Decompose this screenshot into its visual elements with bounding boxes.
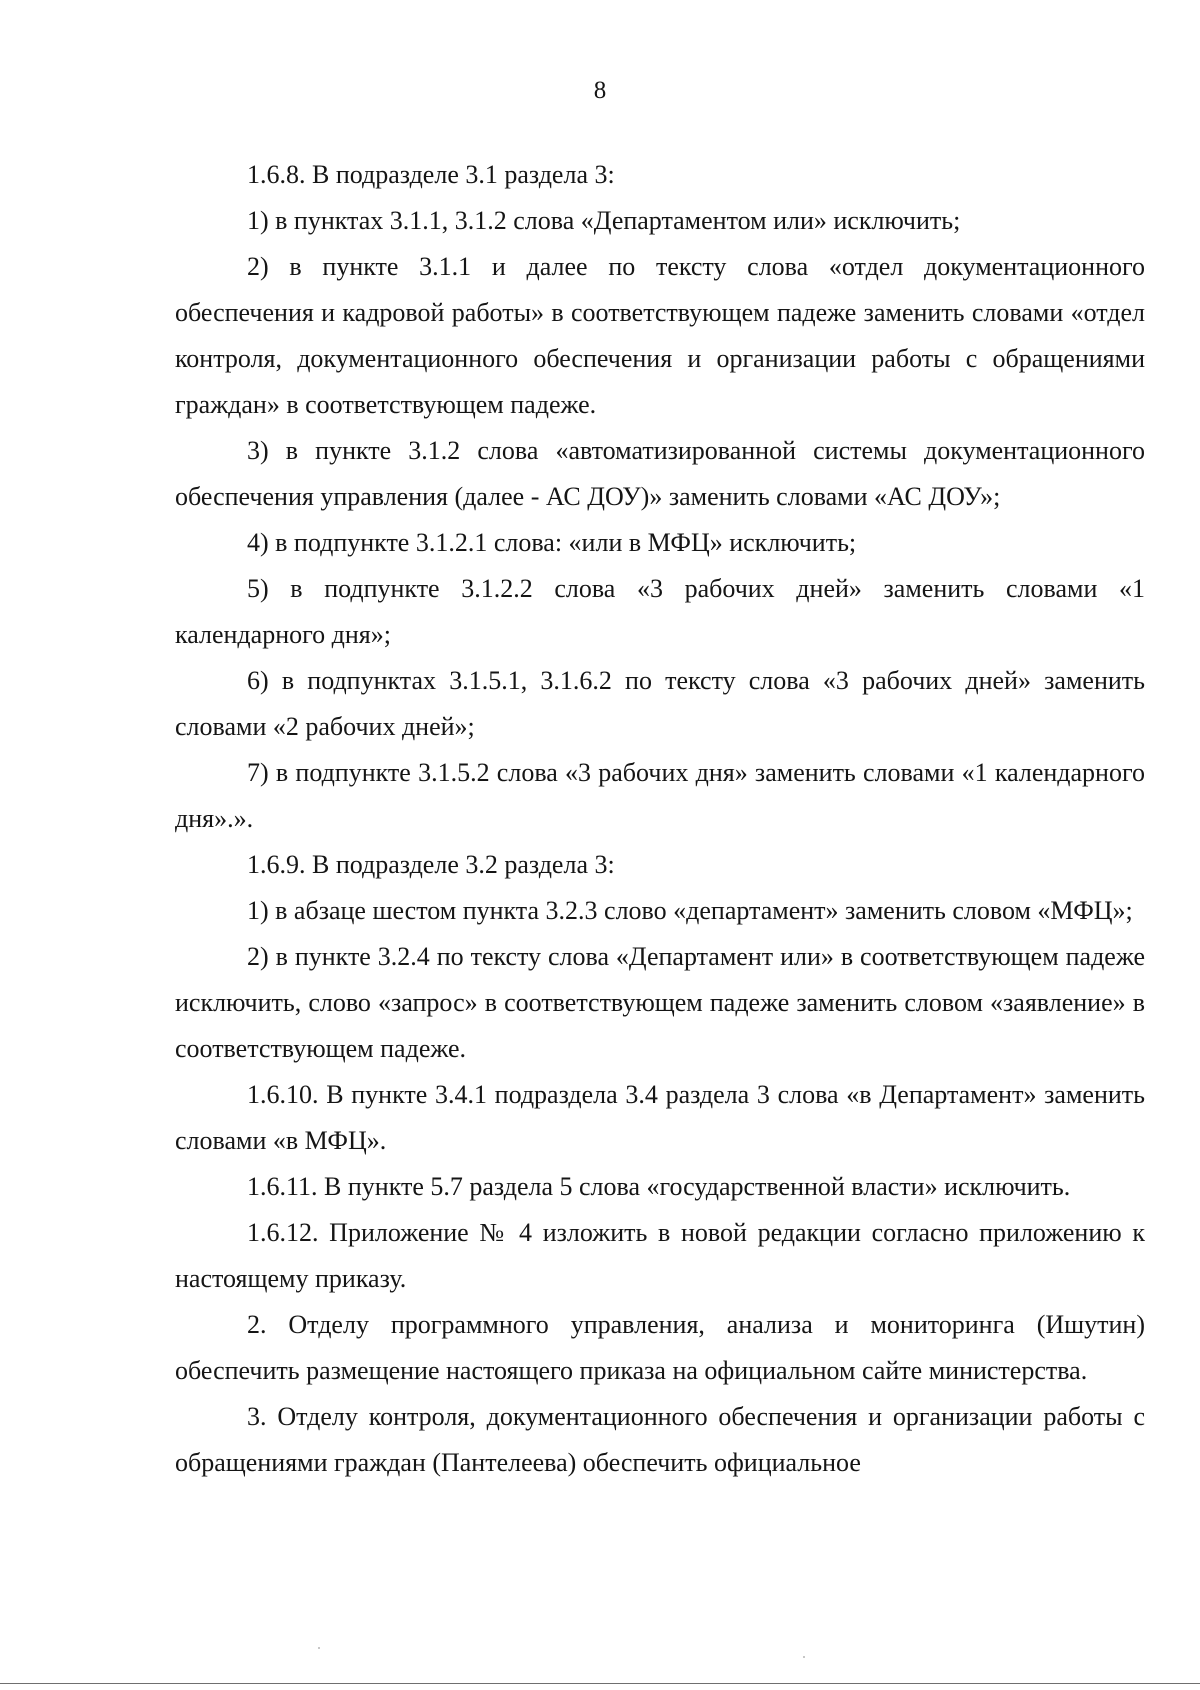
paragraph: 2) в пункте 3.1.1 и далее по тексту слова «отдел документационного обеспечения и кадровой работы» в соответствующем падеже заменить словами «отдел контроля, документационного обеспечения и организации работы с обращениями граждан» в соответствующем падеже. [175, 252, 1145, 419]
paragraph: 7) в подпункте 3.1.5.2 слова «3 рабочих дня» заменить словами «1 календарного дня».». [175, 758, 1145, 833]
paragraph: 1.6.8. В подразделе 3.1 раздела 3: [247, 160, 615, 189]
paragraph: 1.6.10. В пункте 3.4.1 подраздела 3.4 раздела 3 слова «в Департамент» заменить словами «в МФЦ». [175, 1080, 1145, 1155]
paragraph: 1.6.9. В подразделе 3.2 раздела 3: [247, 850, 615, 879]
page-number: 8 [593, 77, 607, 104]
paragraph: 1) в абзаце шестом пункта 3.2.3 слово «департамент» заменить словом «МФЦ»; [247, 896, 1133, 925]
paragraph: 1) в пунктах 3.1.1, 3.1.2 слова «Департаментом или» исключить; [247, 206, 961, 235]
page-bottom-edge [0, 1683, 1200, 1684]
paragraph: 3. Отделу контроля, документационного обеспечения и организации работы с обращениями граждан (Пантелеева) обеспечить официальное [175, 1402, 1145, 1477]
paragraph: 2. Отделу программного управления, анализа и мониторинга (Ишутин) обеспечить размещение настоящего приказа на официальном сайте министерства. [175, 1310, 1145, 1385]
scan-speck [318, 1647, 320, 1649]
paragraph: 4) в подпункте 3.1.2.1 слова: «или в МФЦ» исключить; [247, 528, 857, 557]
paragraph: 5) в подпункте 3.1.2.2 слова «3 рабочих дней» заменить словами «1 календарного дня»; [175, 574, 1145, 649]
paragraph: 2) в пункте 3.2.4 по тексту слова «Департамент или» в соответствующем падеже исключить, слово «запрос» в соответствующем падеже заменить словом «заявление» в соответствующем падеже. [175, 942, 1145, 1063]
paragraph: 3) в пункте 3.1.2 слова «автоматизированной системы документационного обеспечения управления (далее - АС ДОУ)» заменить словами «АС ДОУ»; [175, 436, 1145, 511]
paragraph: 1.6.11. В пункте 5.7 раздела 5 слова «государственной власти» исключить. [247, 1172, 1071, 1201]
document-body [175, 152, 1145, 1486]
paragraph: 1.6.12. Приложение № 4 изложить в новой редакции согласно приложению к настоящему приказу. [175, 1218, 1145, 1293]
scan-speck [803, 1656, 805, 1658]
paragraph: 6) в подпунктах 3.1.5.1, 3.1.6.2 по тексту слова «3 рабочих дней» заменить словами «2 рабочих дней»; [175, 666, 1145, 741]
